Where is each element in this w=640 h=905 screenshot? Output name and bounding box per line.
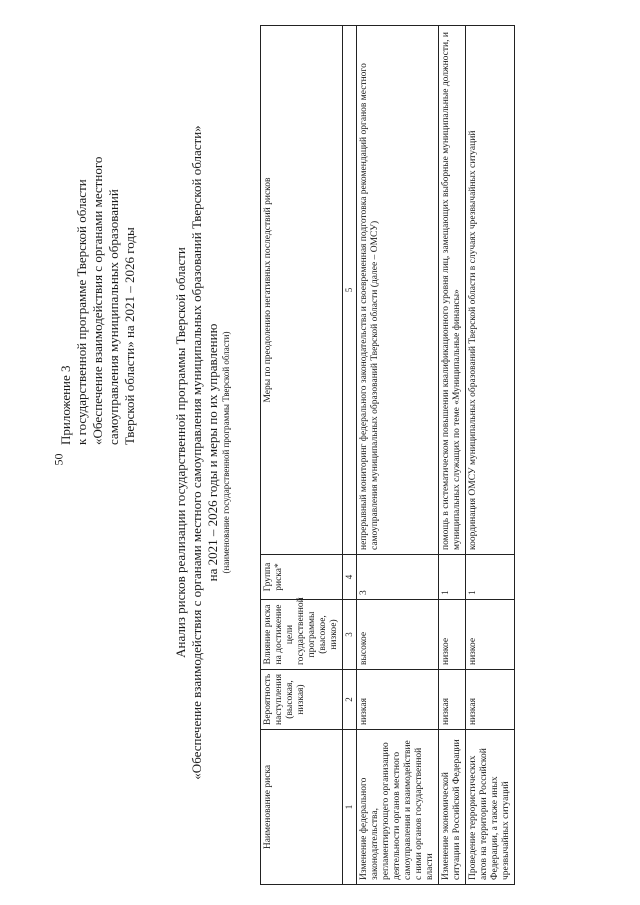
risk-measures: координация ОМСУ муниципальных образований Тверской области в случаях чрезвычайных ситуаций — [466, 26, 515, 555]
column-number: 2 — [343, 670, 357, 730]
risk-probability: низкая — [439, 670, 466, 730]
table-number-row — [343, 26, 357, 885]
appendix-line: Приложение 3 — [58, 365, 73, 445]
title-line-1: Анализ рисков реализации государственной программы Тверской области — [173, 247, 188, 658]
appendix-line: Тверской области» на 2021 – 2026 годы — [122, 227, 137, 445]
risk-group: 1 — [466, 555, 515, 600]
risk-table — [260, 25, 515, 885]
risk-name: Изменение экономической ситуации в Российской Федерации — [439, 730, 466, 885]
appendix-line: «Обеспечение взаимодействия с органами местного — [90, 156, 105, 445]
risk-measures: помощь в систематическом повышении квалификационного уровня лиц, замещающих выборные муниципальные должности, и муниципальных служащих по теме «Муниципальные финансы» — [439, 26, 466, 555]
title-line-2: «Обеспечение взаимодействия с органами местного самоуправления муниципальных образований Тверской области» — [189, 125, 204, 780]
document-title — [173, 20, 232, 885]
rotated-page-content — [48, 20, 593, 885]
table-row — [439, 26, 466, 885]
risk-probability: низкая — [357, 670, 439, 730]
appendix-line: к государственной программе Тверской области — [74, 179, 89, 445]
page-number: 50 — [51, 453, 66, 466]
column-number: 4 — [343, 555, 357, 600]
title-line-3: на 2021 – 2026 годы и меры по их управлению — [205, 323, 220, 582]
risk-probability: низкая — [466, 670, 515, 730]
risk-group: 1 — [439, 555, 466, 600]
header-probability: Вероятность наступления (высокая, низкая) — [261, 670, 343, 730]
header-risk-name: Наименование риска — [261, 730, 343, 885]
risk-name: Изменение федерального законодательства, регламентирующего организацию деятельности органов местного самоуправления и взаимодействие с ними органов государственной власти — [357, 730, 439, 885]
column-number: 3 — [343, 600, 357, 670]
risk-name: Проведение террористических актов на территории Российской Федерации, а также иных чрезвычайных ситуаций — [466, 730, 515, 885]
risk-group: 3 — [357, 555, 439, 600]
title-caption: (наименование государственной программы Тверской области) — [221, 331, 231, 574]
risk-measures: непрерывный мониторинг федерального законодательства и своевременная подготовка рекомендаций органов местного самоуправления муниципальных образований Тверской области (далее – ОМСУ) — [357, 26, 439, 555]
header-group: Группа риска* — [261, 555, 343, 600]
table-row — [466, 26, 515, 885]
appendix-line: самоуправления муниципальных образований — [106, 189, 121, 445]
header-measures: Меры по преодолению негативных последствий рисков — [261, 26, 343, 555]
table-row — [357, 26, 439, 885]
risk-impact: низкое — [439, 600, 466, 670]
appendix-header — [58, 45, 138, 445]
table-header-row — [261, 26, 343, 885]
column-number: 1 — [343, 730, 357, 885]
risk-impact: высокое — [357, 600, 439, 670]
header-impact: Влияние риска на достижение цели государственной программы (высокое, низкое) — [261, 600, 343, 670]
risk-impact: низкое — [466, 600, 515, 670]
column-number: 5 — [343, 26, 357, 555]
